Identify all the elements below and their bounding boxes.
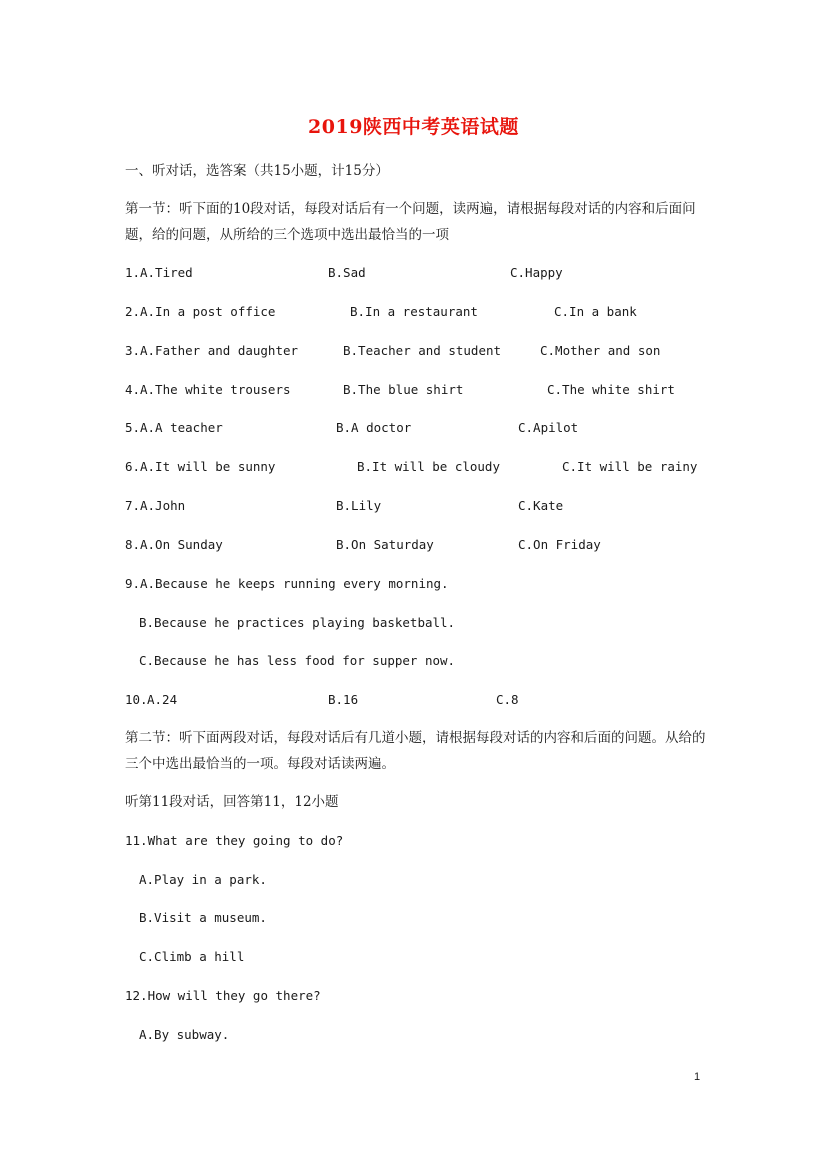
question-row <box>125 535 725 555</box>
option-b: B.A doctor <box>336 420 412 435</box>
option-b: B.On Saturday <box>336 537 434 552</box>
option-c: C.Climb a hill <box>139 949 245 964</box>
option-a: A.Because he keeps running every morning. <box>140 576 449 591</box>
option-c: C.The white shirt <box>547 382 675 397</box>
option-b: B.Visit a museum. <box>139 910 267 925</box>
option-c: C.Apilot <box>518 420 579 435</box>
option-a: A.John <box>140 498 186 513</box>
option-a: A.Play in a park. <box>139 872 267 887</box>
section-heading: 一、听对话，选答案（共15小题，计15分） <box>125 163 389 179</box>
option-a: A.A teacher <box>140 420 223 435</box>
question-row <box>125 574 725 594</box>
option-a: A.Father and daughter <box>140 343 299 358</box>
question-11: 11.What are they going to do? <box>125 833 344 848</box>
option-a: A.On Sunday <box>140 537 223 552</box>
question-number: 2. <box>125 304 141 319</box>
question-number: 5. <box>125 420 141 435</box>
option-b: B.16 <box>328 692 359 707</box>
question-row <box>125 457 725 477</box>
option-a: A.Tired <box>140 265 193 280</box>
option-c: C.It will be rainy <box>562 459 698 474</box>
part1-instructions: 第一节：听下面的10段对话，每段对话后有一个问题，读两遍，请根据每段对话的内容和后面问题，给的问题，从所给的三个选项中选出最恰当的一项 <box>125 201 696 243</box>
option-b: B.Lily <box>336 498 382 513</box>
question-row <box>125 690 725 710</box>
option-c: C.Mother and son <box>540 343 661 358</box>
option-c: C.8 <box>496 692 519 707</box>
question-row <box>125 263 725 283</box>
option-a: A.It will be sunny <box>140 459 276 474</box>
question-row <box>125 341 725 361</box>
question-number: 1. <box>125 265 141 280</box>
option-b: B.The blue shirt <box>343 382 464 397</box>
option-b: B.Teacher and student <box>343 343 502 358</box>
question-number: 10. <box>125 692 148 707</box>
option-a: A.In a post office <box>140 304 276 319</box>
question-row <box>125 418 725 438</box>
option-c: C.Kate <box>518 498 564 513</box>
dialogue-heading: 听第11段对话，回答第11，12小题 <box>125 794 339 810</box>
question-number: 4. <box>125 382 141 397</box>
question-row <box>125 496 725 516</box>
option-b: B.It will be cloudy <box>357 459 500 474</box>
page-title: 2019陕西中考英语试题 <box>308 116 519 138</box>
question-number: 7. <box>125 498 141 513</box>
option-c: C.In a bank <box>554 304 637 319</box>
option-a: A.By subway. <box>139 1027 230 1042</box>
question-row <box>125 380 725 400</box>
question-number: 9. <box>125 576 141 591</box>
option-a: A.The white trousers <box>140 382 291 397</box>
option-b: B.Because he practices playing basketball. <box>139 615 456 630</box>
option-c: C.Happy <box>510 265 563 280</box>
question-number: 8. <box>125 537 141 552</box>
option-a: A.24 <box>147 692 178 707</box>
part2-instructions: 第二节：听下面两段对话，每段对话后有几道小题，请根据每段对话的内容和后面的问题。从给的三个中选出最恰当的一项。每段对话读两遍。 <box>125 730 706 772</box>
option-b: B.In a restaurant <box>350 304 478 319</box>
question-12: 12.How will they go there? <box>125 988 321 1003</box>
option-c: C.On Friday <box>518 537 601 552</box>
option-b: B.Sad <box>328 265 366 280</box>
question-number: 3. <box>125 343 141 358</box>
option-c: C.Because he has less food for supper now. <box>139 653 456 668</box>
question-number: 6. <box>125 459 141 474</box>
question-row <box>125 302 725 322</box>
page-number: 1 <box>694 1071 701 1083</box>
